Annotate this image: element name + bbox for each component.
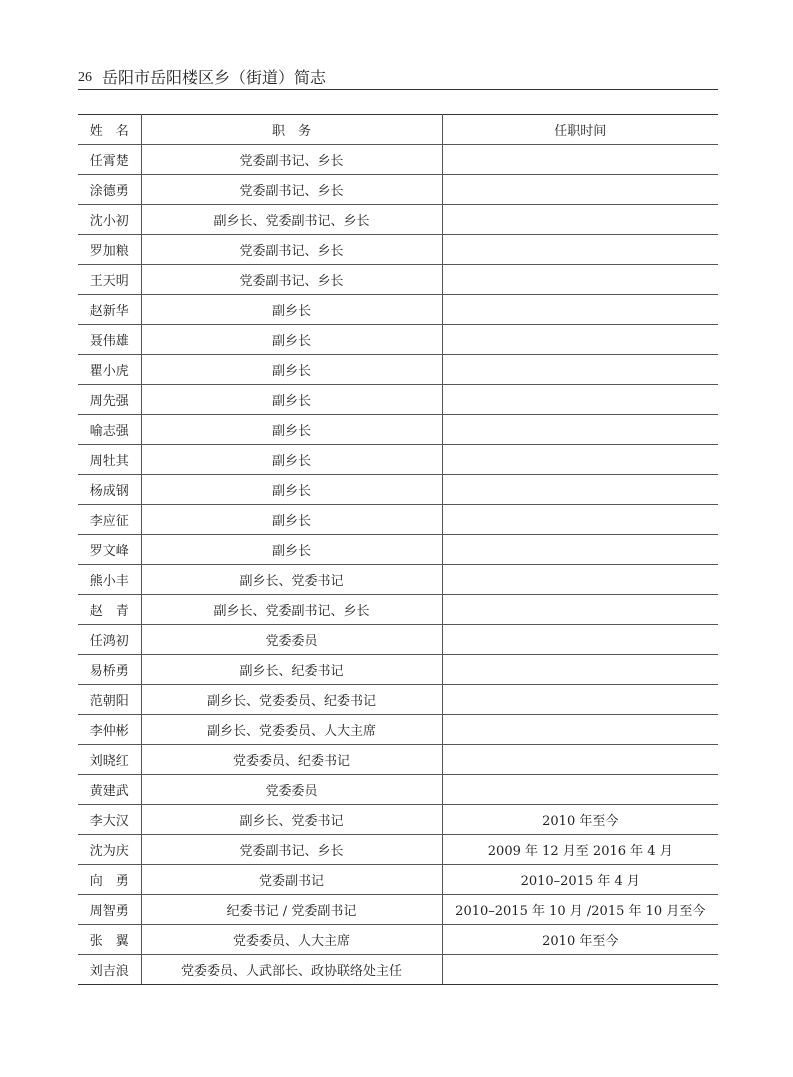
cell-term <box>442 175 718 205</box>
page-number: 26 <box>78 70 92 85</box>
cell-name: 杨成钢 <box>78 475 141 505</box>
cell-name: 聂伟雄 <box>78 325 141 355</box>
table-header-row <box>78 115 718 145</box>
cell-name: 罗文峰 <box>78 535 141 565</box>
cell-name: 任鸿初 <box>78 625 141 655</box>
cell-term <box>442 265 718 295</box>
cell-name: 王天明 <box>78 265 141 295</box>
table-row <box>78 325 718 355</box>
table-row <box>78 715 718 745</box>
cell-position: 副乡长、党委书记 <box>141 805 442 835</box>
table-row <box>78 775 718 805</box>
table-row <box>78 955 718 985</box>
cell-name: 周先强 <box>78 385 141 415</box>
cell-name: 李应征 <box>78 505 141 535</box>
header-rule <box>78 89 718 90</box>
table-row <box>78 475 718 505</box>
table-row <box>78 205 718 235</box>
cell-name: 喻志强 <box>78 415 141 445</box>
cell-term <box>442 655 718 685</box>
cell-term <box>442 445 718 475</box>
cell-name: 沈为庆 <box>78 835 141 865</box>
table-row <box>78 895 718 925</box>
cell-term <box>442 145 718 175</box>
table-row <box>78 535 718 565</box>
cell-name: 瞿小虎 <box>78 355 141 385</box>
running-header <box>78 64 718 88</box>
cell-position: 党委副书记、乡长 <box>141 265 442 295</box>
cell-term <box>442 625 718 655</box>
table-row <box>78 355 718 385</box>
cell-position: 党委副书记、乡长 <box>141 835 442 865</box>
cell-position: 纪委书记 / 党委副书记 <box>141 895 442 925</box>
table-row <box>78 565 718 595</box>
table-row <box>78 295 718 325</box>
cell-name: 罗加粮 <box>78 235 141 265</box>
cell-name: 张 翼 <box>78 925 141 955</box>
cell-position: 副乡长 <box>141 385 442 415</box>
cell-term <box>442 955 718 985</box>
cell-name: 涂德勇 <box>78 175 141 205</box>
cell-term: 2010–2015 年 4 月 <box>442 865 718 895</box>
column-header-position: 职 务 <box>141 115 442 145</box>
cell-name: 黄建武 <box>78 775 141 805</box>
cell-term <box>442 385 718 415</box>
cell-term <box>442 205 718 235</box>
header-title: 岳阳市岳阳楼区乡（街道）简志 <box>102 68 327 87</box>
table-row <box>78 445 718 475</box>
table-row <box>78 865 718 895</box>
cell-term <box>442 745 718 775</box>
cell-term <box>442 355 718 385</box>
cell-term <box>442 415 718 445</box>
table-row <box>78 145 718 175</box>
cell-term <box>442 475 718 505</box>
table-row <box>78 925 718 955</box>
cell-position: 党委副书记、乡长 <box>141 235 442 265</box>
table-row <box>78 175 718 205</box>
cell-term: 2010 年至今 <box>442 925 718 955</box>
cell-term <box>442 565 718 595</box>
cell-name: 易桥勇 <box>78 655 141 685</box>
cell-name: 周智勇 <box>78 895 141 925</box>
table-row <box>78 595 718 625</box>
cell-term <box>442 685 718 715</box>
cell-term <box>442 775 718 805</box>
cell-position: 副乡长 <box>141 415 442 445</box>
table-row <box>78 625 718 655</box>
cell-position: 党委副书记 <box>141 865 442 895</box>
cell-term <box>442 535 718 565</box>
cell-term <box>442 505 718 535</box>
table-row <box>78 385 718 415</box>
cell-name: 李仲彬 <box>78 715 141 745</box>
table-row <box>78 835 718 865</box>
cell-position: 党委委员 <box>141 775 442 805</box>
cell-term <box>442 295 718 325</box>
table-row <box>78 265 718 295</box>
cell-position: 副乡长 <box>141 535 442 565</box>
cell-name: 范朝阳 <box>78 685 141 715</box>
cell-position: 副乡长、党委副书记、乡长 <box>141 595 442 625</box>
cell-position: 党委委员、人武部长、政协联络处主任 <box>141 955 442 985</box>
cell-term <box>442 325 718 355</box>
cell-position: 副乡长、党委委员、人大主席 <box>141 715 442 745</box>
cell-position: 副乡长、党委委员、纪委书记 <box>141 685 442 715</box>
cell-term <box>442 715 718 745</box>
table-row <box>78 805 718 835</box>
table-row <box>78 235 718 265</box>
cell-term: 2010 年至今 <box>442 805 718 835</box>
table-row <box>78 655 718 685</box>
cell-position: 副乡长、党委书记 <box>141 565 442 595</box>
cell-name: 李大汉 <box>78 805 141 835</box>
cell-position: 党委委员 <box>141 625 442 655</box>
cell-term: 2010–2015 年 10 月 /2015 年 10 月至今 <box>442 895 718 925</box>
cell-term <box>442 595 718 625</box>
table-row <box>78 505 718 535</box>
cell-name: 赵 青 <box>78 595 141 625</box>
cell-name: 任霄楚 <box>78 145 141 175</box>
cell-position: 党委委员、人大主席 <box>141 925 442 955</box>
cell-name: 向 勇 <box>78 865 141 895</box>
table-row <box>78 415 718 445</box>
cell-position: 副乡长、纪委书记 <box>141 655 442 685</box>
column-header-name: 姓 名 <box>78 115 141 145</box>
cell-position: 副乡长 <box>141 355 442 385</box>
cell-name: 赵新华 <box>78 295 141 325</box>
cell-position: 副乡长 <box>141 475 442 505</box>
table-row <box>78 685 718 715</box>
column-header-term: 任职时间 <box>442 115 718 145</box>
cell-name: 沈小初 <box>78 205 141 235</box>
cell-position: 副乡长 <box>141 505 442 535</box>
cell-position: 副乡长、党委副书记、乡长 <box>141 205 442 235</box>
cell-position: 副乡长 <box>141 445 442 475</box>
cell-term <box>442 235 718 265</box>
cell-name: 刘吉浪 <box>78 955 141 985</box>
cell-name: 刘晓红 <box>78 745 141 775</box>
cell-name: 周牡其 <box>78 445 141 475</box>
cell-position: 副乡长 <box>141 325 442 355</box>
officials-table <box>78 114 718 985</box>
cell-term: 2009 年 12 月至 2016 年 4 月 <box>442 835 718 865</box>
cell-position: 党委副书记、乡长 <box>141 175 442 205</box>
cell-position: 副乡长 <box>141 295 442 325</box>
cell-position: 党委委员、纪委书记 <box>141 745 442 775</box>
cell-position: 党委副书记、乡长 <box>141 145 442 175</box>
table-row <box>78 745 718 775</box>
cell-name: 熊小丰 <box>78 565 141 595</box>
